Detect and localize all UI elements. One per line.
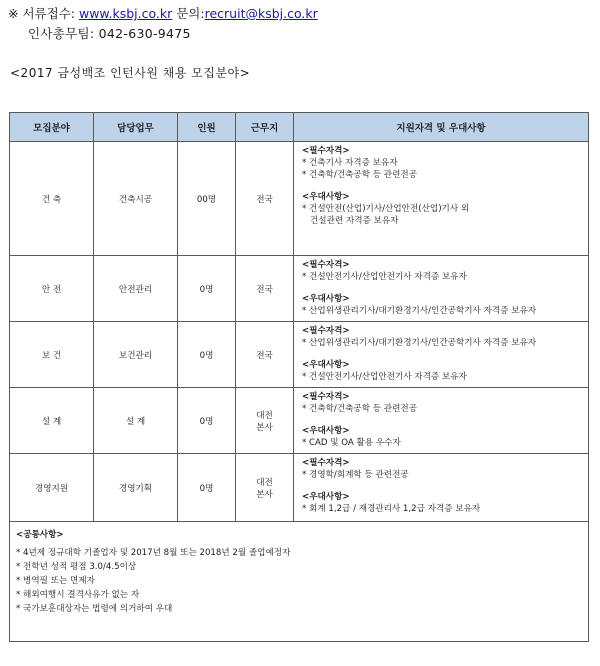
preferred-title: <우대사항> — [302, 294, 350, 304]
table-row — [10, 142, 589, 256]
apply-url-link[interactable]: www.ksbj.co.kr — [78, 6, 173, 21]
required-item: * 경영학/회계학 등 관련전공 — [302, 470, 409, 480]
table-row — [10, 256, 589, 322]
contact-line-1 — [8, 4, 318, 24]
section-heading: <2017 금성백조 인턴사원 채용 모집분야> — [10, 66, 251, 80]
qualifications-cell — [294, 388, 589, 454]
common-cell — [10, 522, 589, 642]
preferred-title: <우대사항> — [302, 492, 350, 502]
table-row — [10, 388, 589, 454]
table-row — [10, 454, 589, 522]
header-count: 인원 — [178, 113, 236, 142]
preferred-item: * 회계 1,2급 / 재경관리사 1,2급 자격증 보유자 — [302, 504, 481, 514]
inquiry-label: 문의: — [176, 6, 205, 21]
recruitment-table — [9, 112, 589, 642]
reference-mark: ※ — [8, 6, 19, 21]
field-cell: 보 건 — [10, 322, 94, 388]
required-title: <필수자격> — [302, 326, 350, 336]
duty-cell: 설 계 — [94, 388, 178, 454]
qualifications-cell — [294, 322, 589, 388]
common-item: * 전학년 성적 평점 3.0/4.5이상 — [16, 562, 137, 572]
required-item: * 건축학/건축공학 등 관련전공 — [302, 404, 418, 414]
field-cell: 건 축 — [10, 142, 94, 256]
required-item: * 건설안전기사/산업안전기사 자격증 보유자 — [302, 272, 467, 282]
apply-label: 서류접수: — [22, 6, 75, 21]
count-cell: 00명 — [178, 142, 236, 256]
duty-cell: 경영기획 — [94, 454, 178, 522]
preferred-item: * 건설안전기사/산업안전기사 자격증 보유자 — [302, 372, 467, 382]
location-line: 대전 — [256, 477, 273, 488]
required-title: <필수자격> — [302, 458, 350, 468]
qualifications-cell — [294, 142, 589, 256]
table-row — [10, 322, 589, 388]
location-cell: 전국 — [236, 142, 294, 256]
location-line: 본사 — [256, 422, 273, 433]
header-duty: 담당업무 — [94, 113, 178, 142]
duty-cell: 보건관리 — [94, 322, 178, 388]
qualifications-cell — [294, 454, 589, 522]
required-title: <필수자격> — [302, 392, 350, 402]
required-title: <필수자격> — [302, 146, 350, 156]
preferred-item: * 산업위생관리기사/대기환경기사/인간공학기사 자격증 보유자 — [302, 306, 537, 316]
header-qualifications: 지원자격 및 우대사항 — [294, 113, 589, 142]
common-row — [10, 522, 589, 642]
location-cell — [236, 388, 294, 454]
required-title: <필수자격> — [302, 260, 350, 270]
inquiry-email-link[interactable]: recruit@ksbj.co.kr — [204, 6, 318, 21]
required-item: * 건축기사 자격증 보유자 — [302, 158, 398, 168]
common-item: * 국가보훈대상자는 법령에 의거하여 우대 — [16, 604, 173, 614]
count-cell: 0명 — [178, 454, 236, 522]
header-location: 근무지 — [236, 113, 294, 142]
table-header-row — [10, 113, 589, 142]
preferred-item: 건설관련 자격증 보유자 — [310, 216, 399, 226]
location-cell — [236, 454, 294, 522]
required-item: * 산업위생관리기사/대기환경기사/인간공학기사 자격증 보유자 — [302, 338, 537, 348]
preferred-item: * 건설안전(산업)기사/산업안전(산업)기사 외 — [302, 204, 470, 214]
field-cell: 안 전 — [10, 256, 94, 322]
preferred-title: <우대사항> — [302, 360, 350, 370]
count-cell: 0명 — [178, 256, 236, 322]
duty-cell: 건축시공 — [94, 142, 178, 256]
preferred-title: <우대사항> — [302, 426, 350, 436]
header-field: 모집분야 — [10, 113, 94, 142]
location-line: 대전 — [256, 410, 273, 421]
location-cell: 전국 — [236, 322, 294, 388]
common-item: * 해외여행시 결격사유가 없는 자 — [16, 590, 140, 600]
required-item: * 건축학/건축공학 등 관련전공 — [302, 170, 418, 180]
preferred-item: * CAD 및 OA 활용 우수자 — [302, 438, 401, 448]
count-cell: 0명 — [178, 388, 236, 454]
phone-line: 인사총무팀: 042-630-9475 — [28, 26, 191, 41]
contact-info — [8, 4, 318, 44]
common-title: <공통사항> — [16, 530, 64, 540]
location-cell: 전국 — [236, 256, 294, 322]
common-item: * 4년제 정규대학 기졸업자 및 2017년 8월 또는 2018년 2월 졸업예정자 — [16, 548, 291, 558]
common-item: * 병역필 또는 면제자 — [16, 576, 95, 586]
preferred-title: <우대사항> — [302, 192, 350, 202]
qualifications-cell — [294, 256, 589, 322]
field-cell: 경영지원 — [10, 454, 94, 522]
count-cell: 0명 — [178, 322, 236, 388]
location-line: 본사 — [256, 489, 273, 500]
field-cell: 설 계 — [10, 388, 94, 454]
duty-cell: 안전관리 — [94, 256, 178, 322]
